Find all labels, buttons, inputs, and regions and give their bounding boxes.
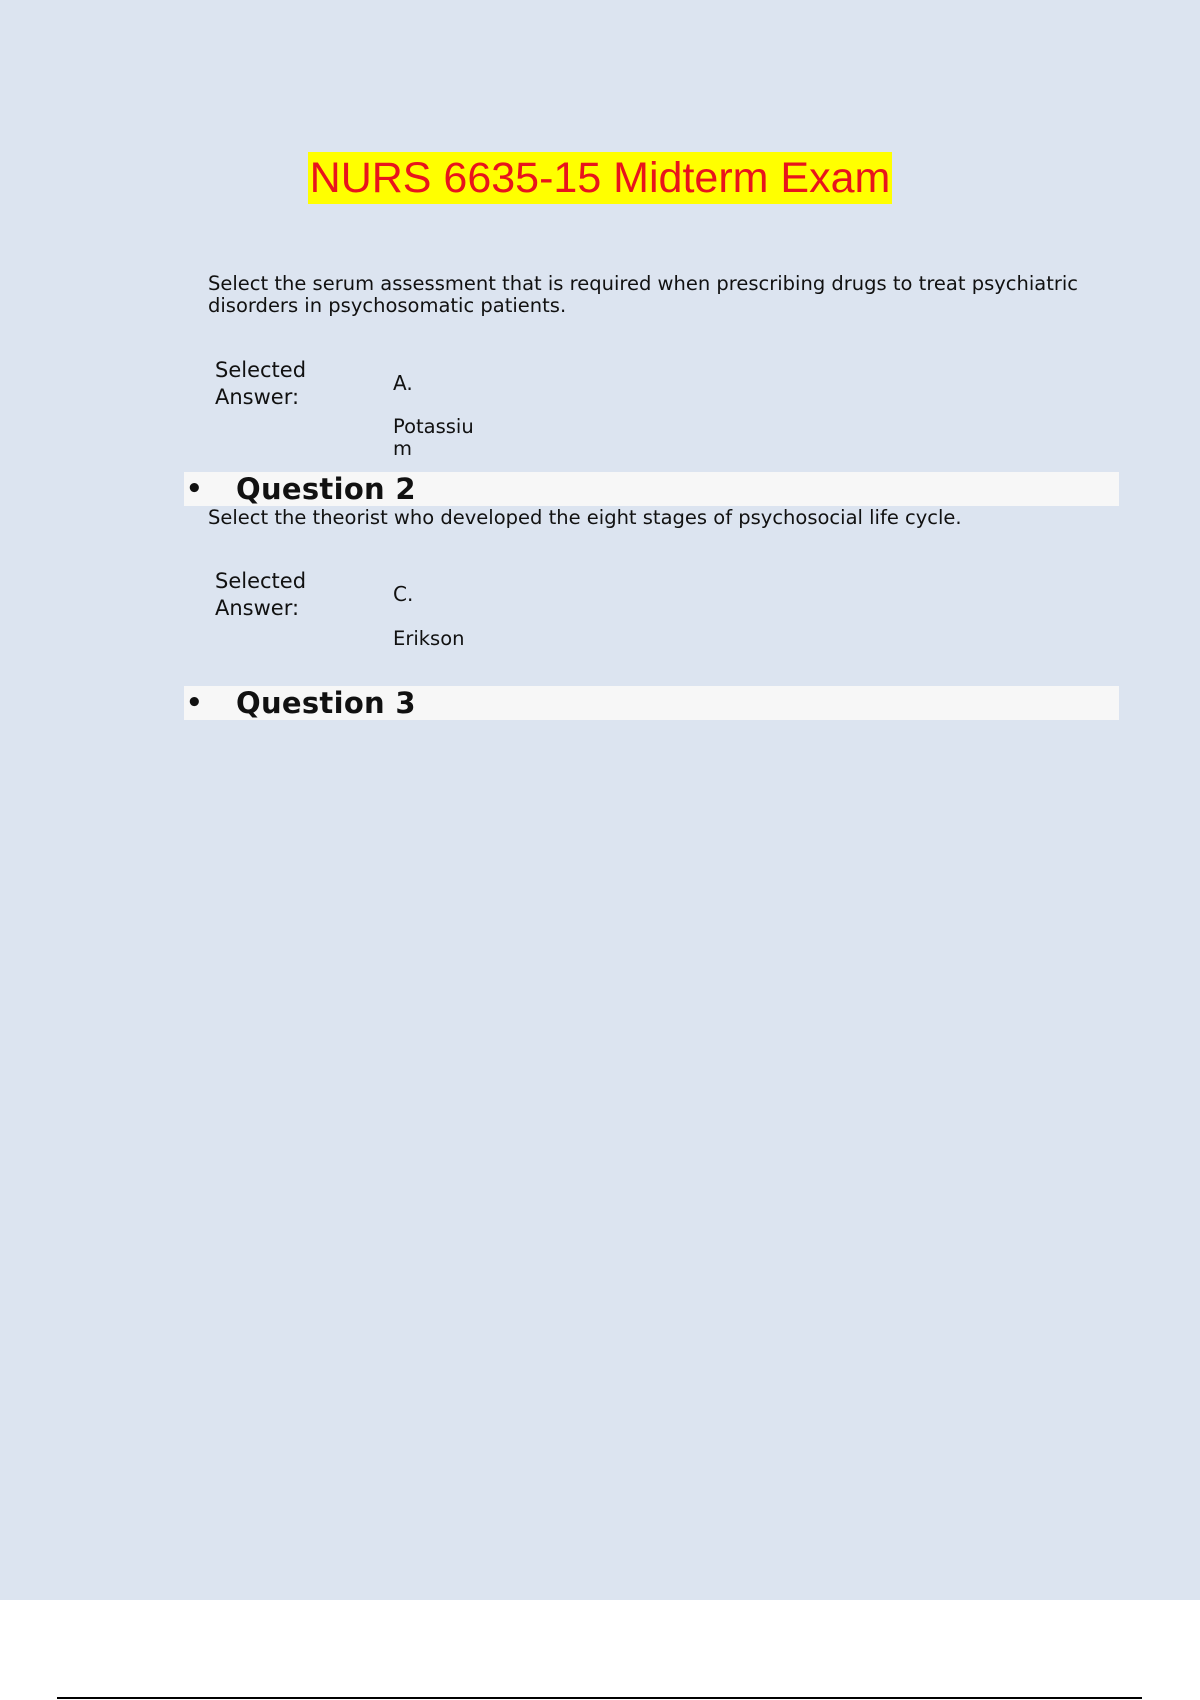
question-1-answer-letter: A.: [393, 371, 413, 395]
question-1-text: Select the serum assessment that is required when prescribing drugs to treat psychiatric disorders in psychosomatic patients.: [208, 272, 1079, 317]
title-container: [0, 152, 1200, 204]
question-2-answer-letter: C.: [393, 582, 414, 606]
question-2-selected-answer-label: Selected Answer:: [215, 569, 307, 620]
question-2-header-bar: [184, 472, 1119, 506]
question-3-header-bar: [184, 686, 1119, 720]
question-2-text: Select the theorist who developed the eight stages of psychosocial life cycle.: [208, 506, 962, 529]
question-1-answer-text: Potassium: [393, 415, 474, 460]
question-2-answer-text: Erikson: [393, 627, 465, 650]
footer-rule: [57, 1697, 1142, 1699]
question-3-header: Question 3: [236, 686, 416, 720]
page-title: NURS 6635-15 Midterm Exam: [309, 154, 891, 202]
question-3-bullet: •: [186, 688, 203, 718]
question-2-bullet: •: [186, 474, 203, 504]
question-1-selected-answer-label: Selected Answer:: [215, 358, 307, 409]
question-2-header: Question 2: [236, 472, 416, 506]
